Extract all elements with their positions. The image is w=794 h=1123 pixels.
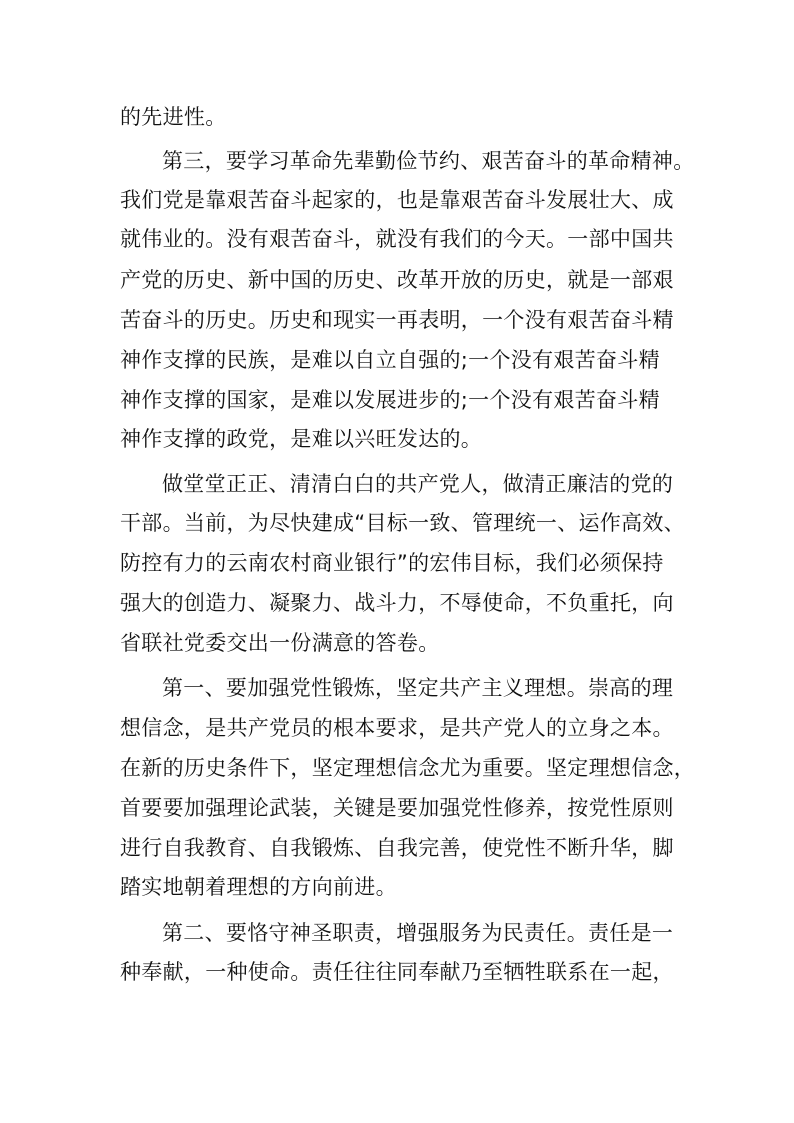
text-line-10: 做堂堂正正、清清白白的共产党人，做清正廉洁的党的 xyxy=(162,472,674,496)
text-line-2: 第三，要学习革命先辈勤俭节约、艰苦奋斗的革命精神。 xyxy=(162,149,695,173)
text-line-3: 我们党是靠艰苦奋斗起家的，也是靠艰苦奋斗发展壮大、成 xyxy=(120,188,674,212)
text-line-9: 神作支撑的政党，是难以兴旺发达的。 xyxy=(120,427,483,451)
text-line-15: 第一、要加强党性锻炼，坚定共产主义理想。崇高的理 xyxy=(162,676,674,700)
text-line-13: 强大的创造力、凝聚力、战斗力，不辱使命，不负重托，向 xyxy=(120,591,674,615)
text-line-7: 神作支撑的民族，是难以自立自强的;一个没有艰苦奋斗精 xyxy=(120,348,660,372)
text-line-18: 首要要加强理论武装，关键是要加强党性修养，按党性原则 xyxy=(120,796,674,820)
text-line-1: 的先进性。 xyxy=(120,105,227,129)
text-line-8: 神作支撑的国家，是难以发展进步的;一个没有艰苦奋斗精 xyxy=(120,388,660,412)
text-line-21: 第二、要恪守神圣职责，增强服务为民责任。责任是一 xyxy=(162,921,674,945)
text-line-14: 省联社党委交出一份满意的答卷。 xyxy=(120,631,440,655)
text-line-12: 防控有力的云南农村商业银行”的宏伟目标，我们必须保持 xyxy=(120,551,664,575)
text-line-22: 种奉献，一种使命。责任往往同奉献乃至牺牲联系在一起， xyxy=(120,960,674,984)
text-line-20: 踏实地朝着理想的方向前进。 xyxy=(120,875,397,899)
text-line-19: 进行自我教育、自我锻炼、自我完善，使党性不断升华，脚 xyxy=(120,836,674,860)
text-line-17: 在新的历史条件下，坚定理想信念尤为重要。坚定理想信念， xyxy=(120,756,696,780)
text-line-5: 产党的历史、新中国的历史、改革开放的历史，就是一部艰 xyxy=(120,268,674,292)
text-line-11: 干部。当前，为尽快建成“目标一致、管理统一、运作高效、 xyxy=(120,511,685,535)
text-line-16: 想信念，是共产党员的根本要求，是共产党人的立身之本。 xyxy=(120,716,674,740)
text-line-4: 就伟业的。没有艰苦奋斗，就没有我们的今天。一部中国共 xyxy=(120,227,674,251)
text-line-6: 苦奋斗的历史。历史和现实一再表明，一个没有艰苦奋斗精 xyxy=(120,308,674,332)
